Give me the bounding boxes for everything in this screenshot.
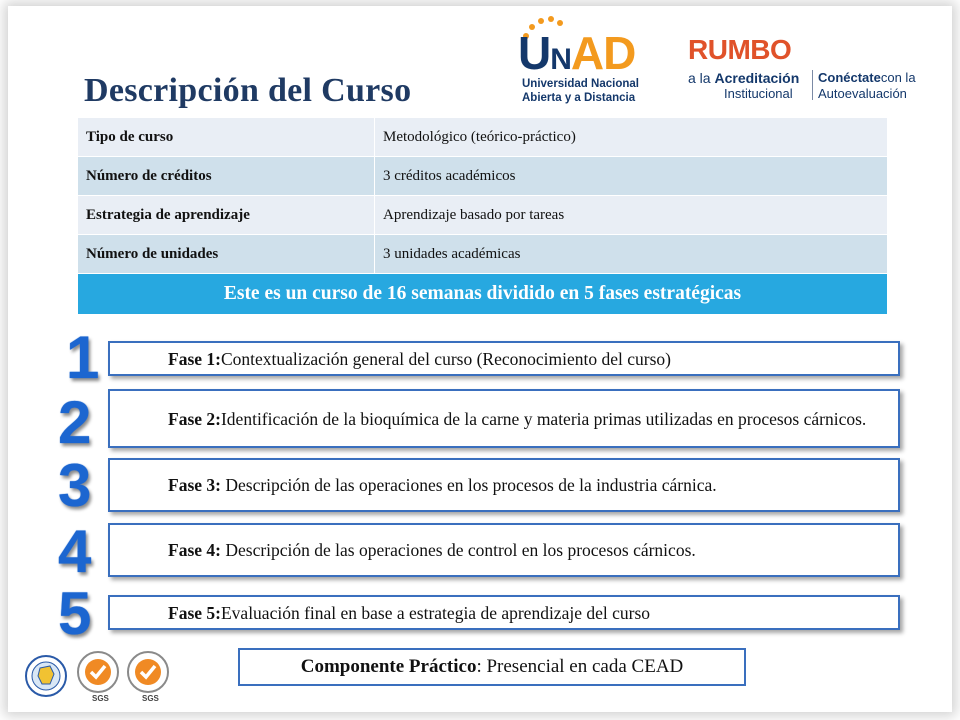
phase-number-3: 3: [58, 452, 92, 519]
componente-text: : Presencial en cada CEAD: [476, 656, 684, 677]
unad-logo: [518, 14, 648, 110]
table-banner-row: [78, 274, 888, 315]
phase-label: Fase 2:: [168, 408, 221, 429]
phase-box-3: [108, 458, 900, 512]
unad-line2: Abierta y a Distancia: [522, 92, 636, 104]
rumbo-wordmark: RUMBO: [688, 34, 792, 65]
phase-text: Descripción de las operaciones de control en los procesos cárnicos.: [220, 540, 696, 560]
phase-text: Descripción de las operaciones en los procesos de la industria cárnica.: [220, 475, 717, 495]
phase-text: Identificación de la bioquímica de la carne y materia primas utilizadas en procesos cárnicos.: [220, 408, 867, 429]
rumbo-separator: [812, 70, 813, 100]
componente-practico-box: [238, 648, 746, 686]
table-value-cell: Metodológico (teórico-práctico): [375, 118, 888, 157]
seal-label-2: SGS: [142, 694, 159, 703]
table-key-cell: Tipo de curso: [78, 118, 375, 157]
phase-label: Fase 5:: [168, 602, 221, 623]
certification-seal-icon: [126, 650, 170, 694]
unad-line1: Universidad Nacional: [522, 78, 639, 90]
phase-box-1: [108, 341, 900, 376]
rumbo-line1: a la Acreditación: [688, 70, 800, 86]
rumbo-right1: Conéctatecon la: [818, 70, 916, 85]
componente-label: Componente Práctico: [300, 656, 477, 677]
table-key-cell: Número de créditos: [78, 157, 375, 196]
table-value-cell: Aprendizaje basado por tareas: [375, 196, 888, 235]
certification-seal-icon: [76, 650, 120, 694]
rumbo-logo: [688, 34, 948, 104]
phase-number-1: 1: [66, 324, 100, 391]
phase-number-2: 2: [58, 389, 92, 456]
table-value-cell: 3 créditos académicos: [375, 157, 888, 196]
unad-wordmark: UNAD: [518, 27, 636, 79]
phase-box-5: [108, 595, 900, 630]
table-row: [78, 118, 888, 157]
phase-number-5: 5: [58, 580, 92, 647]
course-duration-banner: Este es un curso de 16 semanas dividido en 5 fases estratégicas: [78, 274, 888, 315]
colombia-seal-icon: [24, 654, 68, 698]
seal-label-1: SGS: [92, 694, 109, 703]
table-value-cell: 3 unidades académicas: [375, 235, 888, 274]
course-info-table: [78, 118, 888, 315]
rumbo-line2: Institucional: [724, 86, 793, 101]
phase-box-2: [108, 389, 900, 448]
rumbo-right2: Autoevaluación: [818, 86, 907, 101]
table-row: [78, 196, 888, 235]
phase-label: Fase 3:: [168, 475, 221, 495]
phase-label: Fase 1:: [168, 348, 221, 369]
table-key-cell: Número de unidades: [78, 235, 375, 274]
phase-label: Fase 4:: [168, 540, 221, 560]
page-title: Descripción del Curso: [84, 72, 412, 109]
phase-text: Evaluación final en base a estrategia de aprendizaje del curso: [220, 602, 651, 623]
table-key-cell: Estrategia de aprendizaje: [78, 196, 375, 235]
phase-box-4: [108, 523, 900, 577]
phase-number-4: 4: [58, 518, 92, 585]
table-row: [78, 157, 888, 196]
table-row: [78, 235, 888, 274]
phase-text: Contextualización general del curso (Reconocimiento del curso): [220, 348, 671, 369]
